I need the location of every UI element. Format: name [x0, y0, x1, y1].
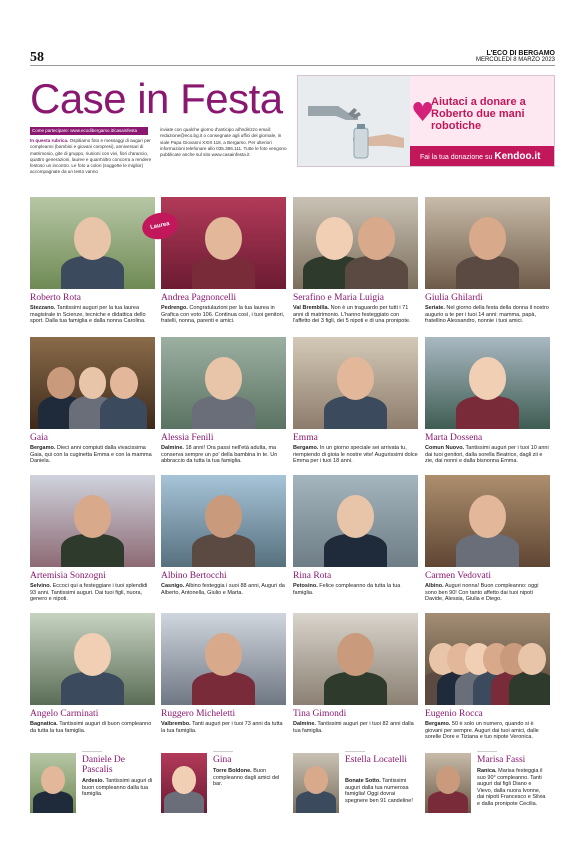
intro-column-1	[30, 138, 155, 176]
person-body	[324, 672, 387, 705]
person-face	[436, 766, 460, 794]
person-face	[337, 357, 374, 399]
entry-text	[425, 721, 550, 741]
entry-text	[425, 305, 550, 325]
section-title: Case in Festa	[30, 75, 283, 122]
entry-text	[425, 583, 550, 603]
entry-place: Ardesio.	[82, 778, 105, 784]
person-body	[324, 534, 387, 567]
ad-headline: Aiutaci a donare a Roberto due mani robotiche	[431, 96, 526, 132]
entry-place: Selvino.	[30, 583, 52, 589]
entry-place: Bonate Sotto.	[345, 778, 381, 784]
person-face	[74, 633, 111, 675]
entry-message: Auguri nonna! Buon compleanno: oggi sono ben 90! Con tanto affetto dai tuoi nipoti Davide, Alessia, Giulia e Diego.	[425, 583, 539, 603]
photo	[425, 613, 550, 705]
entry-text	[213, 768, 284, 788]
photo	[293, 337, 418, 429]
issue-date: MERCOLEDÌ 8 MARZO 2023	[475, 57, 555, 63]
person-body	[100, 396, 147, 429]
person-face	[47, 367, 75, 399]
person-face	[518, 643, 546, 675]
entry-text	[477, 768, 548, 808]
person-body	[428, 791, 469, 813]
entry-place: Valbrembo.	[161, 721, 191, 727]
photo	[30, 753, 76, 813]
entry-message: Buon compleanno dagli amici del bar.	[213, 768, 280, 788]
person-face	[41, 766, 65, 794]
entry-text	[30, 305, 155, 325]
entry-text	[161, 721, 286, 734]
entry-message: 18 anni! Ora passi nell'età adulta, ma conserva sempre un po' della bambina in te. Un abbraccio da tutta la tua famiglia.	[161, 445, 278, 465]
entry-place: Stezzano.	[30, 305, 56, 311]
photo	[293, 475, 418, 567]
photo	[425, 475, 550, 567]
ad-brand: Kendoo.it	[494, 151, 541, 162]
entry-message: Tanti auguri per i tuoi 73 anni da tutta la tua famiglia.	[161, 721, 283, 734]
person-face	[304, 766, 328, 794]
entry-name: Gaia	[30, 433, 48, 443]
entry-name: Carmen Vedovati	[425, 571, 492, 581]
person-face	[358, 217, 395, 259]
entry-place: Dalmine.	[293, 721, 316, 727]
entry-name: Giulia Ghilardi	[425, 293, 483, 303]
page-header	[30, 50, 555, 66]
entry-place: Bagnatica.	[30, 721, 58, 727]
person-face	[337, 495, 374, 537]
photo	[161, 613, 286, 705]
person-body	[192, 534, 255, 567]
person-body	[61, 534, 124, 567]
robot-hand-icon	[298, 76, 410, 167]
divider	[82, 751, 102, 752]
photo	[293, 197, 418, 289]
entry-place: Bergamo.	[425, 721, 451, 727]
person-face	[79, 367, 107, 399]
photo	[293, 613, 418, 705]
entry-place: Bergamo.	[293, 445, 319, 451]
entry-name: Angelo Carminati	[30, 709, 99, 719]
person-body	[192, 396, 255, 429]
photo	[425, 337, 550, 429]
greetings-grid	[30, 197, 555, 849]
photo	[161, 197, 286, 289]
person-face	[469, 217, 506, 259]
entry-name: Gina	[213, 755, 232, 765]
divider	[477, 751, 497, 752]
entry-place: Dalmine.	[161, 445, 184, 451]
entry-text	[293, 445, 418, 465]
entry-name: Roberto Rota	[30, 293, 81, 303]
entry-place: Seriate.	[425, 305, 445, 311]
person-body	[456, 396, 519, 429]
laurea-badge: Laurea	[140, 210, 181, 243]
entry-text	[293, 721, 418, 734]
heart-icon: ♥	[411, 98, 435, 128]
entry-text	[161, 305, 286, 325]
person-face	[469, 495, 506, 537]
entry-message: Eccoci qui a festeggiare i tuoi splendidi 93 anni. Tantissimi auguri. Dai tuoi figli, nuora, genero e nipoti.	[30, 583, 148, 603]
donation-ad[interactable]	[297, 75, 555, 167]
person-face	[205, 633, 242, 675]
intro-text-1: Ospitiamo foto e messaggi di auguri per compleanni (bambini e giovani compresi), anniversari di matrimonio, gite di gruppo, riunioni con vivi, fiori d'arancio, quattro generazioni, lauree e quant'altro concorra a rendere festoso un incontro. Le foto a colori (soggette le miglior) accompagnate da un testo vanno	[30, 138, 152, 175]
entry-place: Pedrengo.	[161, 305, 188, 311]
person-face	[110, 367, 138, 399]
person-body	[61, 256, 124, 289]
person-face	[74, 495, 111, 537]
photo	[161, 475, 286, 567]
entry-place: Comun Nuovo.	[425, 445, 465, 451]
entry-name: Albino Bertocchi	[161, 571, 227, 581]
entry-message: Tantissimi auguri per la tua laurea magistrale in Scienze, tecniche e didattica dello sport. Dalla tua famiglia e dalla nonna Carolina.	[30, 305, 146, 325]
person-face	[316, 217, 353, 259]
entry-place: Torre Boldone.	[213, 768, 252, 774]
ad-strip-text: Fai la tua donazione su	[420, 154, 493, 161]
entry-message: Tantissimi auguri per i tuoi 82 anni dalla tua famiglia.	[293, 721, 414, 734]
entry-name: Marisa Fassi	[477, 755, 526, 765]
entry-message: Nel giorno della festa della donna il nostro augurio a te per i tuoi 14 anni: mamma, papà, fratellino Alessandro, nonnie i tuoi amici.	[425, 305, 549, 325]
entry-name: Emma	[293, 433, 318, 443]
entry-message: Marisa festeggia il suo 90° compleanno. Tanti auguri dai figli Diano e Vievo, dalla nuora Ivonne, dai nipoti Francesco e Silvia e dalla pronipote Cecilia.	[477, 768, 546, 807]
photo	[425, 197, 550, 289]
photo	[425, 753, 471, 813]
person-body	[192, 672, 255, 705]
person-body	[456, 256, 519, 289]
person-face	[469, 357, 506, 399]
person-face	[205, 357, 242, 399]
photo	[30, 613, 155, 705]
person-body	[164, 791, 205, 813]
person-face	[205, 495, 242, 537]
masthead	[476, 50, 555, 64]
person-face	[172, 766, 196, 794]
entry-place: Petosino.	[293, 583, 318, 589]
person-face	[337, 633, 374, 675]
entry-message: In un giorno speciale sei arrivata tu, riempiendo di gioia le nostre vite! Augurissimi dolce Emma per i tuoi 18 anni.	[293, 445, 418, 465]
how-to-participate[interactable]: Come partecipare: www.ecodibergamo.it/casainfesta	[30, 127, 148, 135]
entry-name: Artemisia Sonzogni	[30, 571, 106, 581]
entry-message: Non è un traguardo per tutti i 71 anni di matrimonio. L'hanno festeggiato con l'affetto dei 3 figli, dei 5 nipoti e di una pronipote.	[293, 305, 411, 325]
entry-name: Ruggero Micheletti	[161, 709, 236, 719]
person-body	[345, 256, 408, 289]
person-body	[33, 791, 74, 813]
entry-place: Albino.	[425, 583, 444, 589]
entry-name: Tina Gimondi	[293, 709, 347, 719]
entry-message: 50 è solo un numero, quando si è giovani per sempre. Auguri dai tuoi amici, dalle sorelle Dore e Tiziana e tuo nipote Veronica.	[425, 721, 539, 741]
person-body	[192, 256, 255, 289]
page-number: 58	[30, 50, 44, 65]
entry-name: Daniele De Pascalis	[82, 755, 125, 775]
divider	[345, 751, 365, 752]
person-body	[61, 672, 124, 705]
entry-message: Felice compleanno da tutta la tua famiglia.	[293, 583, 401, 596]
entry-text	[30, 721, 155, 734]
entry-message: Tantissimi auguri di buon compleanno dalla tua famiglia.	[82, 778, 153, 798]
entry-message: Tantissimi auguri dalla tua numerosa famiglia! Oggi dovrai spegnere ben 91 candeline!	[345, 778, 413, 804]
photo	[30, 197, 155, 289]
entry-place: Casnigo.	[161, 583, 185, 589]
ad-donate-strip[interactable]	[410, 146, 555, 167]
entry-name: Marta Dossena	[425, 433, 483, 443]
entry-message: Congratulazioni per la tua laurea in Grafica con voto 106. Continua così, i tuoi genitori, fratelli, nonna, parenti e amici.	[161, 305, 285, 325]
entry-text	[161, 445, 286, 465]
entry-message: Albino festeggia i suoi 88 anni, Auguri da Alberto, Antonella, Giulio e Marta.	[161, 583, 285, 596]
entry-text	[293, 305, 418, 325]
entry-message: Tantissimi auguri di buon compleanno da tutta la tua famiglia.	[30, 721, 152, 734]
person-body	[296, 791, 337, 813]
photo	[293, 753, 339, 813]
entry-text	[82, 778, 153, 798]
entry-message: Dieci anni compiuti dalla vivacissima Gaia, qui con la cuginetta Emma e con la mamma Daniela.	[30, 445, 152, 465]
intro-lead: In questa rubrica.	[30, 138, 69, 143]
entry-text	[293, 583, 418, 596]
photo	[161, 753, 207, 813]
entry-text	[161, 583, 286, 596]
photo	[30, 337, 155, 429]
entry-name: Rina Rota	[293, 571, 332, 581]
person-body	[324, 396, 387, 429]
person-face	[74, 217, 111, 259]
entry-name: Andrea Pagnoncelli	[161, 293, 237, 303]
entry-name: Serafino e Maria Luigia	[293, 293, 385, 303]
entry-message: Tantissimi auguri per i tuoi 10 anni dai tuoi genitori, dalla sorella Beatrice, dagli zii e zie, dai nonni e dalla bisnonna Emma.	[425, 445, 549, 465]
entry-text	[30, 445, 155, 465]
entry-name: Alessia Fenili	[161, 433, 214, 443]
newspaper-name: L'ECO DI BERGAMO	[486, 50, 555, 57]
entry-name: Eugenio Rocca	[425, 709, 483, 719]
entry-place: Bergamo.	[30, 445, 56, 451]
photo	[30, 475, 155, 567]
entry-place: Ranica.	[477, 768, 497, 774]
entry-name: Estella Locatelli	[345, 755, 407, 765]
photo	[161, 337, 286, 429]
entry-text	[425, 445, 550, 465]
entry-place: Val Brembilla.	[293, 305, 330, 311]
person-body	[509, 672, 550, 705]
person-face	[205, 217, 242, 259]
entry-text	[30, 583, 155, 603]
intro-column-2: inviate con qualche giorno d'anticipo all'indirizzo email: redazione@eco.bg.it o consegnate agli uffici del giornale, in viale Papa Giovanni XXIII 118, a Bergamo. Per ulteriori informazioni telefonare allo 035.386.111. Tutte le foto vengono pubblicate anche sul sito www.casainfesta.it	[160, 127, 287, 158]
entry-text	[345, 778, 416, 804]
person-body	[456, 534, 519, 567]
ad-robot-image	[298, 76, 410, 167]
divider	[213, 751, 233, 752]
